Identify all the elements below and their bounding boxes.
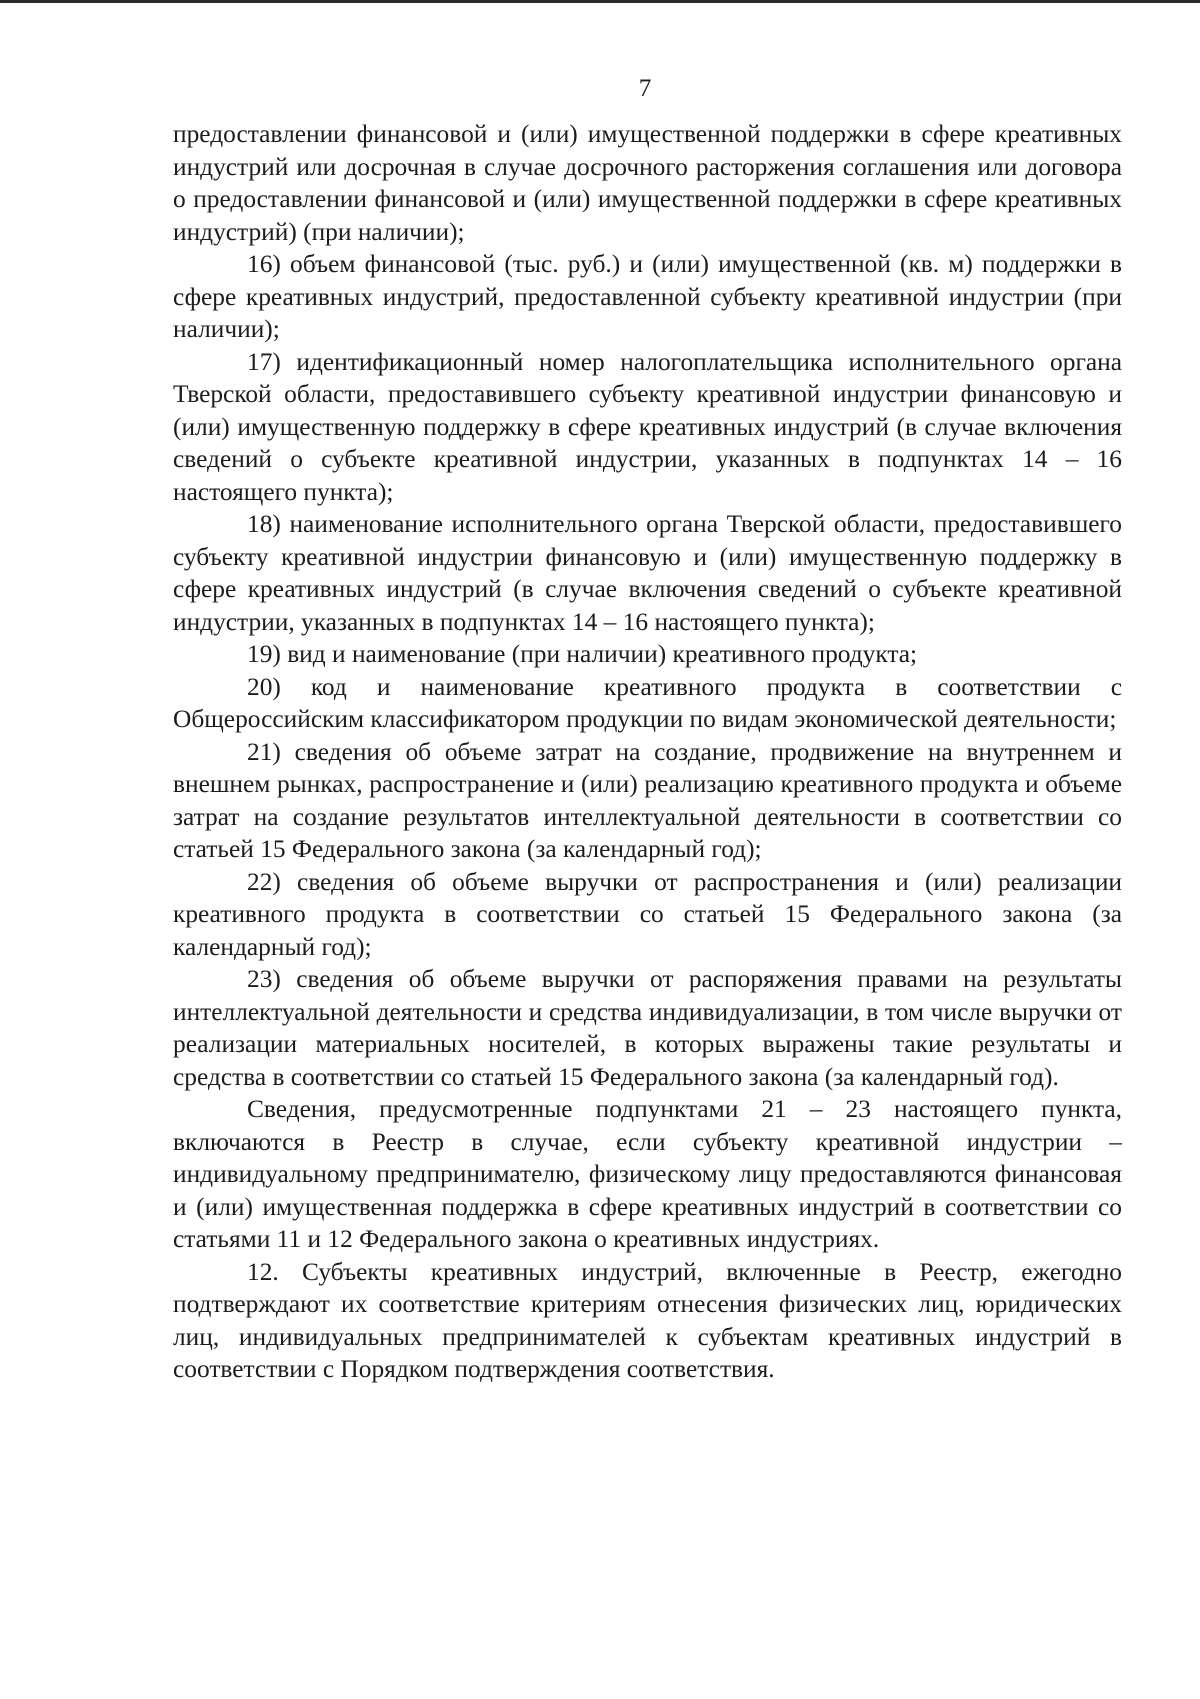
document-body — [173, 118, 1122, 1386]
paragraph-item-16: 16) объем финансовой (тыс. руб.) и (или) имущественной (кв. м) поддержки в сфере креативных индустрий, предоставленной субъекту креативной индустрии (при наличии); — [173, 250, 1122, 343]
paragraph-section-12: 12. Субъекты креативных индустрий, включенные в Реестр, ежегодно подтверждают их соответствие критериям отнесения физических лиц, юридических лиц, индивидуальных предпринимателей к субъектам креативных индустрий в соответствии с Порядком подтверждения соответствия. — [173, 1257, 1122, 1383]
paragraph-item-21: 21) сведения об объеме затрат на создание, продвижение на внутреннем и внешнем рынках, распространение и (или) реализацию креативного продукта и объеме затрат на создание результатов интеллектуальной деятельности в соответствии со статьей 15 Федерального закона (за календарный год); — [173, 737, 1122, 863]
paragraph-note: Сведения, предусмотренные подпунктами 21 – 23 настоящего пункта, включаются в Реестр в случае, если субъекту креативной индустрии – индивидуальному предпринимателю, физическому лицу предоставляются финансовая и (или) имущественная поддержка в сфере креативных индустрий в соответствии со статьями 11 и 12 Федерального закона о креативных индустриях. — [173, 1095, 1122, 1253]
page-number: 7 — [638, 75, 652, 102]
paragraph-item-23: 23) сведения об объеме выручки от распоряжения правами на результаты интеллектуальной деятельности и средства индивидуализации, в том числе выручки от реализации материальных носителей, в которых выражены такие результаты и средства в соответствии со статьей 15 Федерального закона (за календарный год). — [173, 965, 1122, 1091]
paragraph-item-17: 17) идентификационный номер налогоплательщика исполнительного органа Тверской области, предоставившего субъекту креативной индустрии финансовую и (или) имущественную поддержку в сфере креативных индустрий (в случае включения сведений о субъекте креативной индустрии, указанных в подпунктах 14 – 16 настоящего пункта); — [173, 347, 1122, 506]
paragraph-item-19: 19) вид и наименование (при наличии) креативного продукта; — [247, 640, 918, 668]
paragraph-item-18: 18) наименование исполнительного органа Тверской области, предоставившего субъекту креативной индустрии финансовую и (или) имущественную поддержку в сфере креативных индустрий (в случае включения сведений о субъекте креативной индустрии, указанных в подпунктах 14 – 16 настоящего пункта); — [173, 510, 1122, 636]
scan-top-edge — [0, 0, 1200, 3]
paragraph-item-22: 22) сведения об объеме выручки от распространения и (или) реализации креативного продукта в соответствии со статьей 15 Федерального закона (за календарный год); — [173, 867, 1122, 961]
paragraph-item-20: 20) код и наименование креативного продукта в соответствии с Общероссийским классификатором продукции по видам экономической деятельности; — [173, 672, 1122, 733]
paragraph-continuation: предоставлении финансовой и (или) имущественной поддержки в сфере креативных индустрий или досрочная в случае досрочного расторжения соглашения или договора о предоставлении финансовой и (или) имущественной поддержки в сфере креативных индустрий) (при наличии); — [173, 120, 1122, 246]
